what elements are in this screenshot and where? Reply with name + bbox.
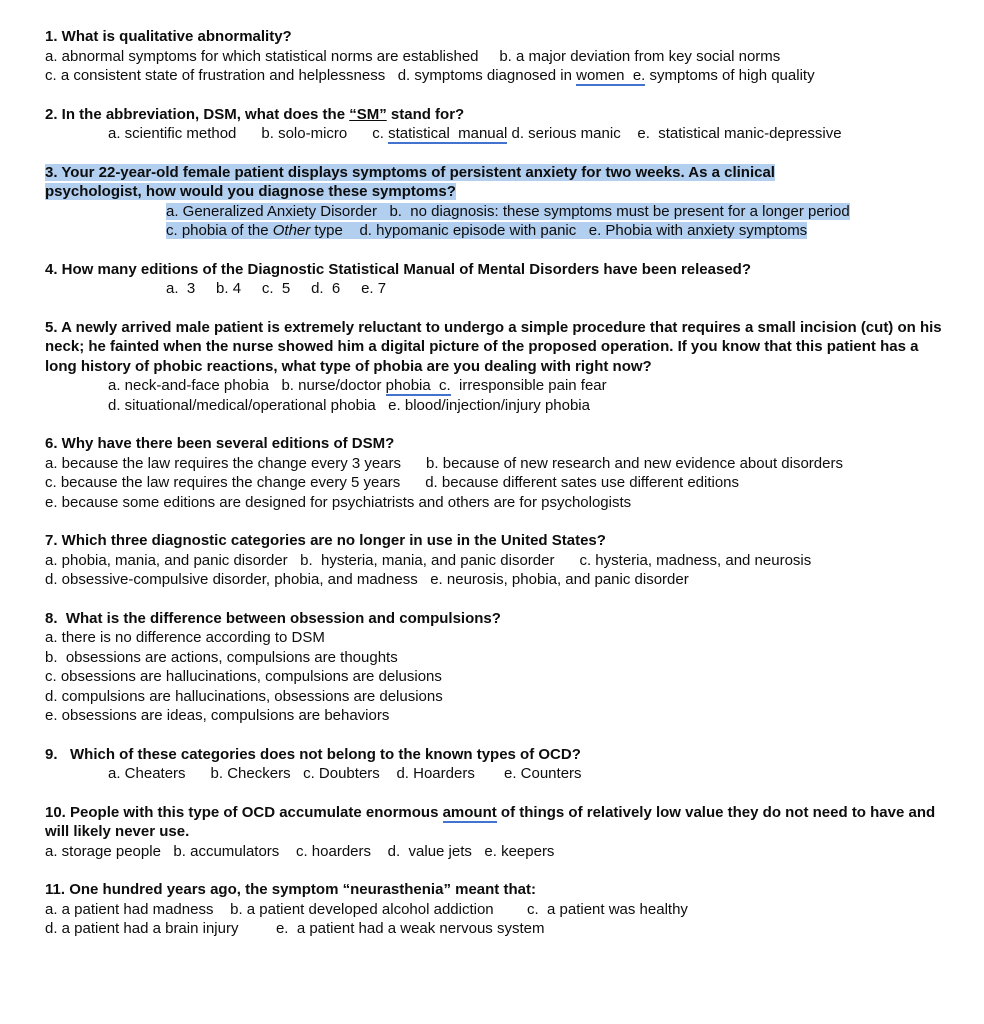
question-9-options-line: a. Cheaters b. Checkers c. Doubters d. Hoarders e. Counters	[108, 765, 582, 782]
question-10-title	[45, 803, 945, 842]
highlighted-run	[166, 222, 807, 239]
underlined-run: women e.	[576, 67, 646, 84]
question-11	[45, 880, 945, 939]
question-7-options-line-2: d. obsessive-compulsive disorder, phobia, and madness e. neurosis, phobia, and panic disorder	[45, 571, 689, 588]
question-8	[45, 609, 945, 726]
underlined-run: statistical manual	[388, 125, 508, 142]
question-2-options-line	[45, 124, 945, 144]
question-7-title: 7. Which three diagnostic categories are no longer in use in the United States?	[45, 532, 606, 549]
underlined-run: phobia c.	[385, 377, 451, 394]
question-3	[45, 163, 945, 241]
italic-run: Other	[272, 222, 311, 239]
question-6-options-line-3: e. because some editions are designed for psychiatrists and others are for psychologists	[45, 493, 632, 511]
question-8-option-a: a. there is no difference according to DSM	[45, 629, 325, 646]
question-8-title: 8. What is the difference between obsession and compulsions?	[45, 609, 501, 627]
highlighted-run: 3. Your 22-year-old female patient displays symptoms of persistent anxiety for two weeks. As a clinical	[45, 163, 775, 181]
text-run: d. serious manic e. statistical manic-depressive	[507, 125, 842, 142]
question-11-options-line-2: d. a patient had a brain injury e. a patient had a weak nervous system	[45, 920, 545, 937]
question-7-options-line-1: a. phobia, mania, and panic disorder b. hysteria, mania, and panic disorder c. hysteria, madness, and neurosis	[45, 551, 812, 569]
text-run: 2. In the abbreviation, DSM, what does the	[45, 105, 350, 123]
text-run: a. neck-and-face phobia b. nurse/doctor	[108, 377, 386, 394]
question-7	[45, 531, 945, 590]
question-5-options-line-2: d. situational/medical/operational phobia e. blood/injection/injury phobia	[108, 396, 590, 414]
question-5-options-line-1	[45, 376, 945, 396]
question-11-title: 11. One hundred years ago, the symptom “neurasthenia” meant that:	[45, 881, 536, 898]
question-6-title: 6. Why have there been several editions of DSM?	[45, 435, 395, 452]
question-3-options-line-1	[45, 202, 945, 222]
question-6-options-line-2: c. because the law requires the change every 5 years d. because different sates use different editions	[45, 474, 740, 491]
text-run: stand for?	[386, 105, 465, 123]
question-5-title: 5. A newly arrived male patient is extremely reluctant to undergo a simple procedure that requires a small incision (cut) on his neck; he fainted when the nurse showed him a digital picture of the proposed operation. If you know that this patient has a long history of phobic reactions, what type of phobia are you dealing with right now?	[45, 318, 946, 375]
question-10-options-line: a. storage people b. accumulators c. hoarders d. value jets e. keepers	[45, 842, 555, 860]
question-4-title: 4. How many editions of the Diagnostic Statistical Manual of Mental Disorders have been released?	[45, 260, 752, 278]
question-1	[45, 27, 945, 86]
question-4-options-line: a. 3 b. 4 c. 5 d. 6 e. 7	[166, 280, 387, 297]
question-3-title-line-1	[45, 163, 945, 183]
text-run: irresponsible pain fear	[450, 377, 607, 394]
question-1-title: 1. What is qualitative abnormality?	[45, 28, 292, 45]
text-run: c. phobia of the	[166, 222, 273, 239]
underlined-run: “SM”	[349, 105, 387, 123]
question-8-option-d: d. compulsions are hallucinations, obsessions are delusions	[45, 687, 443, 705]
question-1-options-line-1: a. abnormal symptoms for which statistical norms are established b. a major deviation from key social norms	[45, 47, 781, 65]
question-8-option-c: c. obsessions are hallucinations, compulsions are delusions	[45, 668, 442, 685]
question-2-title	[45, 105, 945, 125]
question-6-options-line-1: a. because the law requires the change every 3 years b. because of new research and new evidence about disorders	[45, 454, 843, 472]
question-4	[45, 260, 945, 299]
text-run: type d. hypomanic episode with panic e. Phobia with anxiety symptoms	[310, 222, 808, 239]
question-5	[45, 318, 945, 416]
question-1-options-line-2	[45, 66, 945, 86]
question-6	[45, 434, 945, 512]
text-run: a. scientific method b. solo-micro c.	[108, 125, 389, 142]
question-8-option-b: b. obsessions are actions, compulsions are thoughts	[45, 648, 398, 666]
text-run: of things of relatively low value they do not need to have and will likely never use.	[45, 803, 940, 840]
underlined-run: amount	[442, 803, 497, 821]
highlighted-run: a. Generalized Anxiety Disorder b. no diagnosis: these symptoms must be present for a longer period	[166, 202, 850, 220]
question-8-option-e: e. obsessions are ideas, compulsions are behaviors	[45, 707, 390, 724]
highlighted-run: psychologist, how would you diagnose these symptoms?	[45, 183, 456, 200]
question-10	[45, 803, 945, 862]
question-11-options-line-1: a. a patient had madness b. a patient developed alcohol addiction c. a patient was healthy	[45, 900, 688, 918]
question-9-title: 9. Which of these categories does not belong to the known types of OCD?	[45, 745, 581, 763]
question-3-title-line-2	[45, 182, 945, 202]
text-run: 10. People with this type of OCD accumulate enormous	[45, 803, 443, 821]
question-9	[45, 745, 945, 784]
question-2	[45, 105, 945, 144]
text-run: c. a consistent state of frustration and helplessness d. symptoms diagnosed in	[45, 67, 577, 84]
text-run: symptoms of high quality	[645, 67, 815, 84]
question-3-options-line-2	[45, 221, 945, 241]
